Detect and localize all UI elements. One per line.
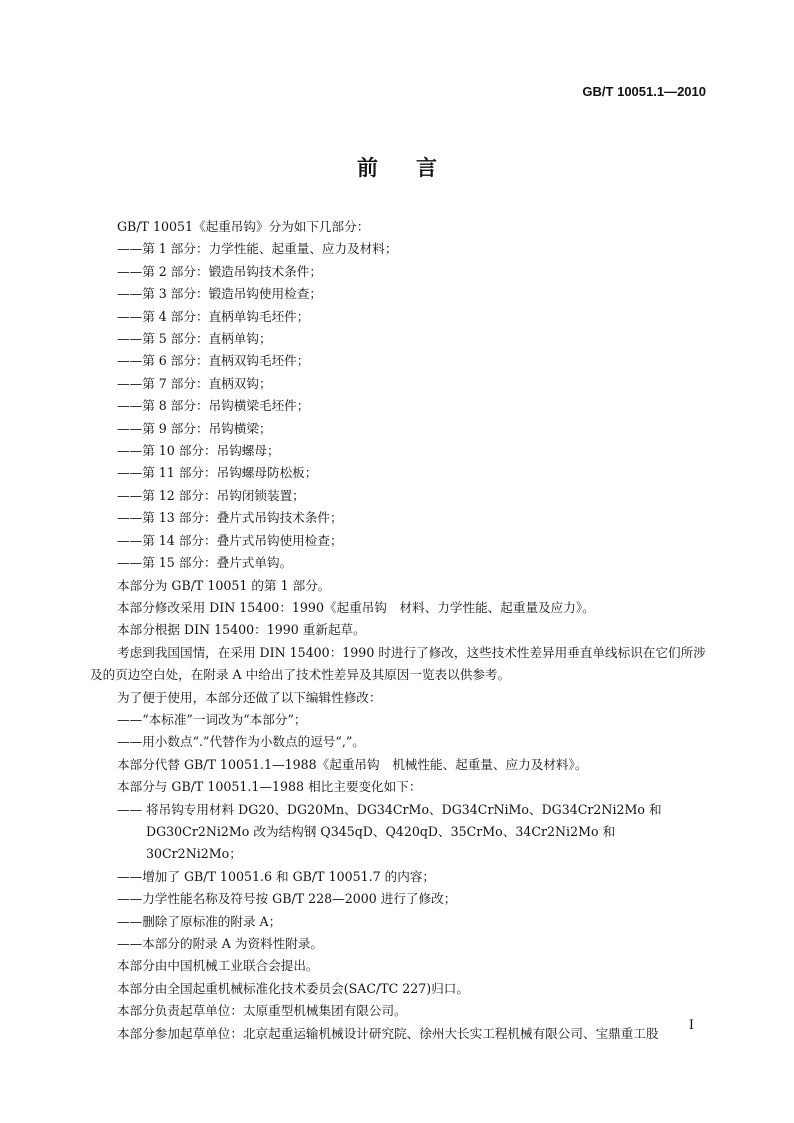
list-item: ——“本标准”一词改为“本部分”； xyxy=(117,711,307,727)
paragraph: 本部分为 GB/T 10051 的第 1 部分。 xyxy=(117,577,331,593)
paragraph: 为了便于使用，本部分还做了以下编辑性修改： xyxy=(117,689,382,705)
list-item: ——第 7 部分：直柄双钩； xyxy=(117,375,272,391)
list-item: ——第 5 部分：直柄单钩； xyxy=(117,331,272,347)
paragraph: 本部分修改采用 DIN 15400：1990《起重吊钩 材料、力学性能、起重量及应力》。 xyxy=(117,599,595,615)
list-item: ——第 14 部分：叠片式吊钩使用检查； xyxy=(117,532,343,548)
list-item: ——第 3 部分：锻造吊钩使用检查； xyxy=(117,286,322,302)
list-item: ——第 10 部分：吊钩螺母； xyxy=(117,443,280,459)
list-item: ——删除了原标准的附录 A； xyxy=(117,913,282,929)
paragraph: 本部分由中国机械工业联合会提出。 xyxy=(117,958,319,974)
paragraph: 本部分代替 GB/T 10051.1—1988《起重吊钩 机械性能、起重量、应力及材料》。 xyxy=(117,756,588,772)
dash-mark: —— xyxy=(117,801,143,817)
list-item xyxy=(90,799,708,866)
list-item: ——用小数点“.”代替作为小数点的逗号“,”。 xyxy=(117,734,365,750)
paragraph: 本部分由全国起重机械标准化技术委员会(SAC/TC 227)归口。 xyxy=(117,980,469,996)
paragraph: GB/T 10051《起重吊钩》分为如下几部分： xyxy=(117,219,370,234)
list-item: ——第 4 部分：直柄单钩毛坯件； xyxy=(117,308,310,324)
list-item-text: 将吊钩专用材料 DG20、DG20Mn、DG34CrMo、DG34CrNiMo、DG34Cr2Ni2Mo 和 DG30Cr2Ni2Mo 改为结构钢 Q345qD、Q420qD、35CrMo、34Cr2Ni2Mo 和 30Cr2Ni2Mo； xyxy=(146,801,662,862)
list-item: ——第 1 部分：力学性能、起重量、应力及材料； xyxy=(117,241,398,257)
paragraph: 本部分参加起草单位：北京起重运输机械设计研究院、徐州大长实工程机械有限公司、宝鼎重工股 xyxy=(117,1025,659,1041)
document-body xyxy=(90,216,708,1045)
list-item: ——第 9 部分：吊钩横梁； xyxy=(117,420,272,436)
list-item: ——第 2 部分：锻造吊钩技术条件； xyxy=(117,263,322,279)
list-item: ——第 13 部分：叠片式吊钩技术条件； xyxy=(117,510,343,526)
standard-code: GB/T 10051.1—2010 xyxy=(582,84,706,99)
paragraph: 本部分根据 DIN 15400：1990 重新起草。 xyxy=(117,622,366,638)
page-number: I xyxy=(688,1018,694,1033)
page-title: 前言 xyxy=(357,156,475,180)
list-item: ——力学性能名称及符号按 GB/T 228—2000 进行了修改； xyxy=(117,891,457,907)
list-item: ——第 6 部分：直柄双钩毛坯件； xyxy=(117,353,310,369)
list-item: ——本部分的附录 A 为资料性附录。 xyxy=(117,936,324,951)
paragraph: 本部分与 GB/T 10051.1—1988 相比主要变化如下： xyxy=(117,779,422,795)
list-item: ——第 8 部分：吊钩横梁毛坯件； xyxy=(117,398,310,414)
list-item: ——第 11 部分：吊钩螺母防松板； xyxy=(117,465,318,481)
paragraph: 本部分负责起草单位：太原重型机械集团有限公司。 xyxy=(117,1003,407,1019)
paragraph: 考虑到我国国情，在采用 DIN 15400：1990 时进行了修改，这些技术性差异用垂直单线标识在它们所涉及的页边空白处，在附录 A 中给出了技术性差异及其原因一览表以供参考。 xyxy=(90,644,706,683)
list-item: ——第 15 部分：叠片式单钩。 xyxy=(117,555,293,571)
list-item: ——增加了 GB/T 10051.6 和 GB/T 10051.7 的内容； xyxy=(117,868,436,884)
list-item: ——第 12 部分：吊钩闭锁装置； xyxy=(117,487,305,503)
